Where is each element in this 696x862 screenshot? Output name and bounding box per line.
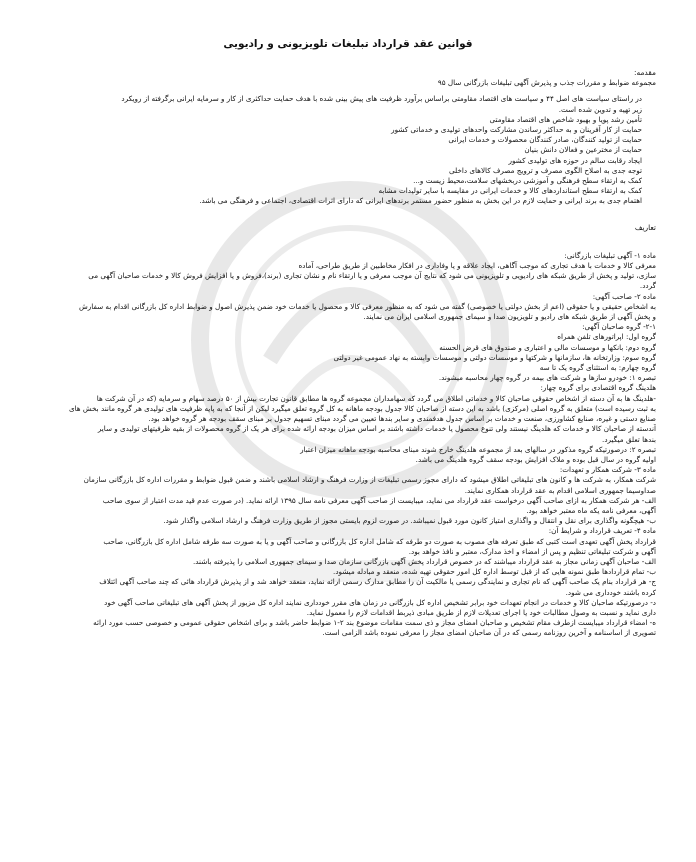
text-line: گروه سوم: وزارتخانه ها، سازمانها و شرکتها و موسسات دولتی و موسسات وابسته به نهاد عمومی غیر دولتی	[333, 352, 656, 362]
text-line: صداوسیما جمهوری اسلامی اقدام به عقد قرارداد همکاری نمایند.	[464, 485, 656, 495]
list-item: • در راستای سیاست های اصل ۴۴ و سیاست های اقتصاد مقاومتی براساس برآورد ظرفیت های پیش بینی شده با هدف حمایت حداکثری از کار و سرمایه ایرانی برگرفته از رویکرد	[40, 94, 642, 104]
text-line: داری نماید و نسبت به وصول مطالبات خود یا اجرای تعدیلات لازم از طریق مبادی ذیربط اقدامات لازم را معمول نماید.	[306, 607, 656, 617]
articles-section	[40, 251, 656, 639]
text-line: گروه چهارم: به استثنای گروه یک تا سه	[539, 363, 656, 373]
text-line: اولیه گروه در سال قبل بوده و ملاک افزایش بودجه سقف گروه هلدینگ می باشد.	[415, 454, 656, 464]
text-line: تبصره ۲: درصورتیکه گروه مذکور در سالهای بعد از مجموعه هلدینگ خارج شوند مبنای محاسبه بودجه ماهانه میزان اعتبار	[300, 444, 656, 454]
text-line: صنایع دستی و غیره، صنایع کشاورزی، صنعت و خدمات بر اساس جدول هدفمندی و سایر بندها تعیین می گردد مبنای تسهیم جدول بر مبنای سقف بودجه هر گروه خواهد بود.	[148, 414, 656, 424]
text-line: ماده ۳- شرکت همکار و تعهدات:	[559, 465, 656, 475]
intro-line: مجموعه ضوابط و مقررات جذب و پذیرش آگهی تبلیغات بازرگانی سال ۹۵	[437, 78, 656, 88]
text-line: آندسته از صاحبان کالا و خدمات که هلدینگ نیستند ولی تنوع محصول یا خدمات داشته باشند بر اساس میزان بودجه ارائه شده برای هر یک از گروه محصولات از بقیه ظرفیتهای تولیدی و سایر	[97, 424, 656, 434]
definitions-heading: تعاریف	[634, 222, 656, 232]
text-line: تبصره ۱: خودرو سازها و شرکت های بیمه در گروه چهار محاسبه میشوند.	[438, 373, 656, 383]
text-line: به ثبت رسیده است) متعلق به گروه اصلی (مرکزی) باشد به این دسته از صاحبان کالا جدول بودجه ماهانه به کل گروه تعلق میگیرد لیکن از آنجا که به پایه ظرفیت های تولیدی هر گروه مانند بخش های	[68, 403, 656, 413]
text-line: ب- تمام قراردادها طبق نمونه هایی که از قبل توسط اداره کل امور حقوقی تهیه شده، منعقد و مبادله میشود.	[333, 567, 656, 577]
list-item: • کمک به ارتقاء سطح فرهنگی و آموزشی دربخشهای سلامت،محیط زیست و...	[40, 176, 642, 186]
text-line: آگهی و شرکت تبلیغاتی تنظیم و پس از امضاء و اخذ مدارک، معتبر و نافذ خواهد بود.	[408, 546, 656, 556]
text-line: تصویری از اساسنامه و آخرین روزنامه رسمی که در آن صاحبان امضای مجاز را معرفی نموده باشد الزامی است.	[322, 628, 656, 638]
list-item: • حمایت از تولید کنندگان، صادر کنندگان محصولات و خدمات ایرانی	[40, 135, 642, 145]
list-item: • اهتمام جدی به برند ایرانی و حمایت لازم در این بخش به منظور حضور مستمر برندهای ایرانی که دارای اثرات اقتصادی، اجتماعی و فرهنگی می باشد.	[40, 196, 642, 206]
text-line: معرفی کالا و خدمات با هدف تجاری که موجب آگاهی، ایجاد علاقه و یا وفاداری در افکار مخاطبین از طریق طراحی، آماده	[298, 261, 656, 271]
text-line: گروه دوم: بانکها و موسسات مالی و اعتباری و صندوق های قرض الحسنه	[439, 342, 656, 352]
text-line: هلدینگ گروه اقتصادی برای گروه چهار:	[540, 383, 656, 393]
list-item: • توجه جدی به اصلاح الگوی مصرف و ترویج مصرف کالاهای داخلی	[40, 166, 642, 176]
text-line: ه- امضاء قرارداد میبایست ازطرف مقام تشخیص و صاحبان امضای مجاز و ذی سمت مقامات موضوع بند ۲-۱ ضوابط حاضر باشد و برای اشخاص حقوقی عمومی و خصوصی حسب مورد ارائه	[93, 618, 656, 628]
text-line: کرده باشند خودداری می شود.	[565, 587, 656, 597]
text-line: ب- هیچگونه واگذاری برای نقل و انتقال و واگذاری امتیاز کانون مورد قبول نمیباشد. در صورت لزوم بایستی مجوز از طریق وزارت فرهنگ و ارشاد اسلامی واگذار شود.	[163, 516, 656, 526]
text-line: -هلدینگ ها به آن دسته از اشخاص حقوقی صاحبان کالا و خدماتی اطلاق می گردد که سهامداران مجموعه گروه ها مطابق قانون تجارت بیش از ۵۰ درصد سهام و سرمایه (که در آن شرکت ها	[96, 393, 656, 403]
list-item: • حمایت از کار آفرینان و به حداکثر رساندن مشارکت واحدهای تولیدی و خدماتی کشور	[40, 125, 642, 135]
list-item: • ایجاد رقابت سالم در حوزه های تولیدی کشور	[40, 156, 642, 166]
text-line: به اشخاص حقیقی و یا حقوقی (اعم از بخش دولتی یا خصوصی) گفته می شود که به منظور معرفی کالا و محصول یا خدمات خود ضمن پذیرش اصول و ضوابط اداره کل بازرگانی اقدام به سفارش	[79, 301, 656, 311]
text-line: الف- صاحبان آگهی زمانی مجاز به عقد قرارداد میباشند که در خصوص قرارداد پخش آگهی بازرگانی سازمان صدا و سیمای جمهوری اسلامی را پذیرفته باشند.	[193, 556, 656, 566]
list-item: • تأمین رشد پویا و بهبود شاخص های اقتصاد مقاومتی	[40, 115, 642, 125]
text-line: قرارداد پخش آگهی تعهدی است کتبی که طبق تعرفه های مصوب به صورت دو طرفه که شامل اداره کل بازرگانی و صاحب آگهی و یا به صورت سه طرفه شامل اداره کل بازرگانی، صاحب	[103, 536, 656, 546]
text-line: ماده ۱- آگهی تبلیغات بازرگانی:	[564, 250, 656, 260]
text-line: گروه اول: اپراتورهای تلفن همراه	[557, 332, 656, 342]
text-line: ج- هر قرارداد بنام یک صاحب آگهی که نام تجاری و نمایندگی رسمی یا مالکیت آن را مطابق مدارک رسمی ارائه نماید، منعقد خواهد شد و از پذیرش قرارداد هائی که چند صاحب آگهی ائتلاف	[99, 577, 656, 587]
document-title: قوانین عقد قرارداد تبلیغات تلویزیونی و رادیویی	[223, 38, 473, 50]
goals-list	[40, 94, 656, 206]
text-line: گردد.	[639, 281, 656, 291]
text-line: د- درصورتیکه صاحبان کالا و خدمات در انجام تعهدات خود برابر تشخیص اداره کل بازرگانی در زمان های مقرر خودداری نمایند اداره کل مزبور از پخش آگهی های تبلیغاتی صاحب آگهی خود	[104, 597, 656, 607]
text-line: سازی، تولید و پخش از طریق شبکه های رادیویی و تلویزیونی می شود که نتایج آن موجب معرفی و یا ارتقاء نام و نشان تجاری (برند)،فروش و یا افزایش فروش کالا و خدمات صاحبان آگهی می	[88, 271, 656, 281]
text-line: و پخش آگهی از طریق شبکه های رادیو و تلویزیون صدا و سیمای جمهوری اسلامی ایران می نمایند.	[363, 312, 656, 322]
text-line: ماده ۴- تعریف قرارداد و شرایط آن:	[548, 526, 656, 536]
list-item: زیر تهیه و تدوین شده است.	[558, 104, 642, 114]
list-item: • کمک به ارتقاء سطح استانداردهای کالا و خدمات ایرانی در مقایسه با سایر تولیدات مشابه	[40, 186, 642, 196]
text-line: شرکت همکار، به شرکت ها و کانون های تبلیغاتی اطلاق میشود که دارای مجوز رسمی تبلیغات از وزارت فرهنگ و ارشاد اسلامی باشند و ضمن قبول ضوابط و مقررات اداره کل بازرگانی سازمان	[83, 475, 656, 485]
text-line: آگهی، معرفی نامه یکه ماه معتبر خواهد بود.	[526, 505, 656, 515]
document-body	[40, 38, 656, 639]
text-line: الف- هر شرکت همکار به ازای صاحب آگهی درخواست عقد قرارداد می نماید، میبایست از صاحب آگهی معرفی نامه سال ۱۳۹۵ ارائه نماید. (در صورت عدم قید مدت اعتبار از سوی صاحب	[102, 495, 656, 505]
text-line: ماده ۲- صاحب آگهی:	[592, 291, 656, 301]
intro-heading: مقدمه:	[634, 68, 656, 77]
list-item: • حمایت از مخترعین و فعالان دانش بنیان	[40, 145, 642, 155]
text-line: بندها تعلق میگیرد.	[602, 434, 656, 444]
text-line: ۲-۱- گروه صاحبان آگهی:	[582, 322, 656, 332]
